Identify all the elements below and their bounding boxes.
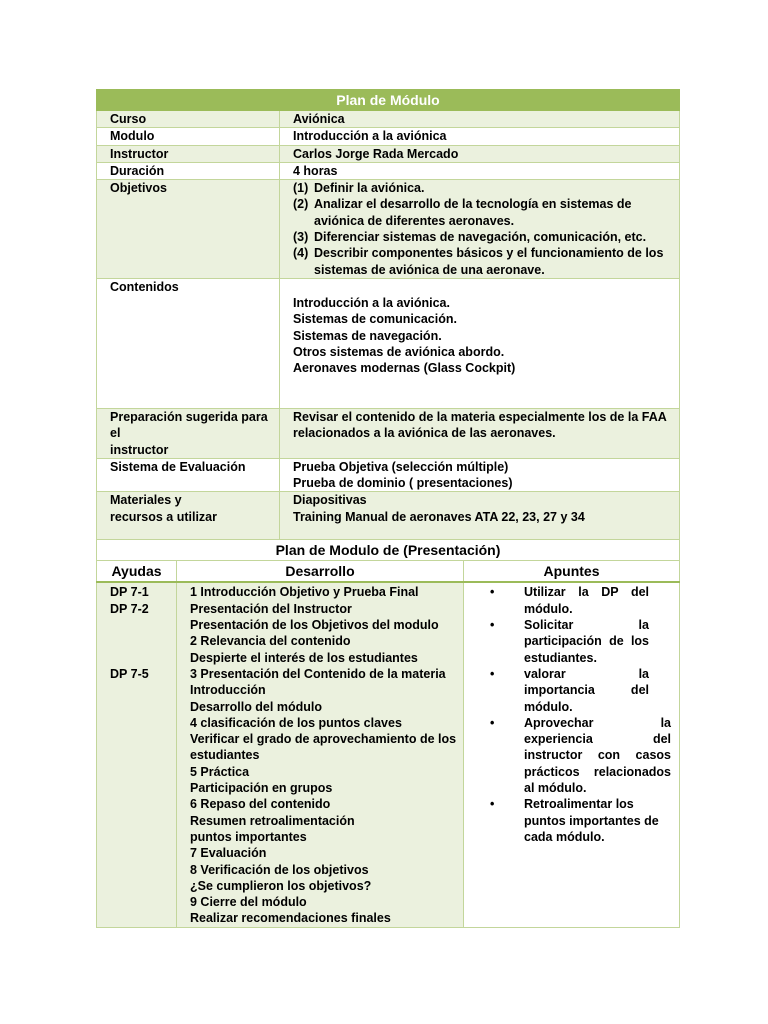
desarrollo-item: 6 Repaso del contenido <box>190 797 331 812</box>
desarrollo-item: Despierte el interés de los estudiantes <box>190 650 418 665</box>
apuntes-list <box>489 584 671 845</box>
contenido-item: Aeronaves modernas (Glass Cockpit) <box>293 361 516 376</box>
materiales-value: Diapositivas Training Manual de aeronaves ATA 22, 23, 27 y 34 <box>280 492 680 540</box>
desarrollo-item: Realizar recomendaciones finales <box>190 911 391 926</box>
contenidos-label: Contenidos <box>97 278 280 408</box>
objetivos-label: Objetivos <box>97 180 280 279</box>
desarrollo-item: Participación en grupos <box>190 781 333 796</box>
apunte-item: • Aprovechar la experiencia del instructor con casos prácticos relacionados al módulo. <box>489 715 671 796</box>
desarrollo-item: 5 Práctica <box>190 764 250 779</box>
desarrollo-item: 9 Cierre del módulo <box>190 895 307 910</box>
objetivo-item: (3) Diferenciar sistemas de navegación, comunicación, etc. <box>293 230 647 245</box>
desarrollo-item: ¿Se cumplieron los objetivos? <box>190 878 372 893</box>
presentacion-table <box>96 540 680 927</box>
desarrollo-item: Presentación de los Objetivos del modulo <box>190 618 439 633</box>
objetivo-item: (1) Definir la aviónica. <box>293 181 425 196</box>
preparacion-label: Preparación sugerida para el instructor <box>97 408 280 458</box>
materiales-label: Materiales y recursos a utilizar <box>97 492 280 540</box>
desarrollo-item: 2 Relevancia del contenido <box>190 634 351 649</box>
objetivo-item: (2) Analizar el desarrollo de la tecnología en sistemas de aviónica de diferentes aeronaves. <box>293 197 632 228</box>
desarrollo-item: 7 Evaluación <box>190 846 267 861</box>
contenido-item: Sistemas de navegación. <box>293 328 442 343</box>
row-label: Duración <box>97 162 280 179</box>
contenido-item: Otros sistemas de aviónica abordo. <box>293 344 505 359</box>
preparacion-value: Revisar el contenido de la materia especialmente los de la FAA relacionados a la aviónica de las aeronaves. <box>280 408 680 458</box>
col-ayudas: Ayudas <box>97 561 177 583</box>
objetivo-item: (4) Describir componentes básicos y el funcionamiento de los sistemas de aviónica de una aeronave. <box>293 246 664 277</box>
desarrollo-item: Desarrollo del módulo <box>190 699 322 714</box>
contenido-item: Introducción a la aviónica. <box>293 295 450 310</box>
ayuda-item: DP 7-5 <box>110 666 149 681</box>
row-label: Instructor <box>97 145 280 162</box>
plan-title: Plan de Módulo <box>97 90 680 111</box>
row-value: 4 horas <box>280 162 680 179</box>
desarrollo-item: 4 clasificación de los puntos claves <box>190 715 402 730</box>
plan-table <box>96 89 680 540</box>
contenido-item: Sistemas de comunicación. <box>293 312 457 327</box>
apunte-item: • valorar la importancia del módulo. <box>489 666 671 715</box>
row-value: Aviónica <box>280 111 680 128</box>
contenidos-value <box>280 278 680 408</box>
apunte-item: • Solicitar la participación de los estudiantes. <box>489 617 671 666</box>
row-label: Modulo <box>97 128 280 145</box>
evaluacion-label: Sistema de Evaluación <box>97 458 280 492</box>
ayudas-cell <box>97 582 177 927</box>
desarrollo-item: Introducción <box>190 683 266 698</box>
desarrollo-cell <box>177 582 464 927</box>
apunte-item: • Retroalimentar los puntos importantes de cada módulo. <box>489 796 671 845</box>
row-label: Curso <box>97 111 280 128</box>
desarrollo-item: 3 Presentación del Contenido de la materia <box>190 666 446 681</box>
desarrollo-item: 8 Verificación de los objetivos <box>190 862 369 877</box>
desarrollo-item: Resumen retroalimentación puntos importantes <box>190 813 355 844</box>
evaluacion-value: Prueba Objetiva (selección múltiple) Prueba de dominio ( presentaciones) <box>280 458 680 492</box>
objetivos-value <box>280 180 680 279</box>
desarrollo-item: Verificar el grado de aprovechamiento de los estudiantes <box>190 732 457 763</box>
col-desarrollo: Desarrollo <box>177 561 464 583</box>
desarrollo-item: 1 Introducción Objetivo y Prueba Final <box>190 585 419 600</box>
row-value: Introducción a la aviónica <box>280 128 680 145</box>
ayuda-item: DP 7-1 <box>110 585 149 600</box>
objetivos-list <box>293 180 679 278</box>
apunte-item: • Utilizar la DP del módulo. <box>489 584 671 617</box>
presentacion-title: Plan de Modulo de (Presentación) <box>97 540 680 561</box>
ayuda-item: DP 7-2 <box>110 601 149 616</box>
desarrollo-item: Presentación del Instructor <box>190 601 352 616</box>
col-apuntes: Apuntes <box>464 561 680 583</box>
row-value: Carlos Jorge Rada Mercado <box>280 145 680 162</box>
document <box>96 89 680 928</box>
apuntes-cell <box>464 582 680 927</box>
